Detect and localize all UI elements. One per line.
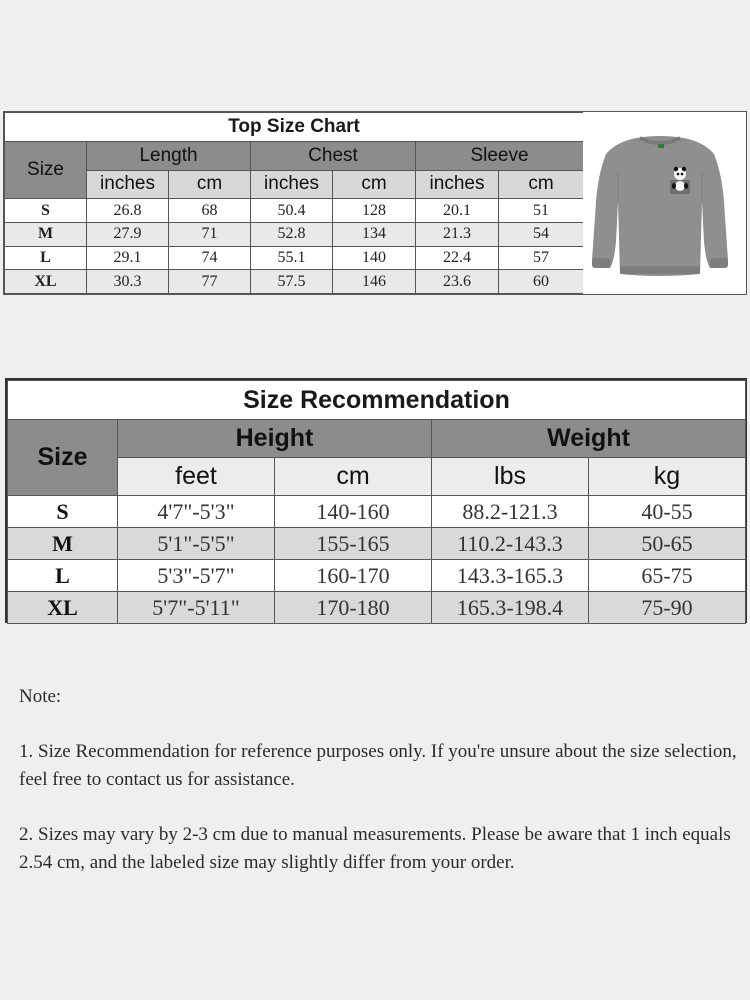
table-cell: 60 — [499, 270, 584, 294]
group-header-length: Length — [87, 141, 251, 170]
size-label: L — [8, 560, 118, 592]
size-label: L — [5, 246, 87, 270]
table-row — [5, 270, 584, 294]
table-cell: 74 — [169, 246, 251, 270]
table-cell: 110.2-143.3 — [432, 528, 589, 560]
unit-header: cm — [275, 458, 432, 496]
table-cell: 134 — [333, 222, 416, 246]
table-cell: 22.4 — [416, 246, 499, 270]
table-cell: 29.1 — [87, 246, 169, 270]
unit-header: inches — [87, 170, 169, 199]
unit-header: inches — [416, 170, 499, 199]
note-item: 1. Size Recommendation for reference purposes only. If you're unsure about the size selection, feel free to contact us for assistance. — [19, 741, 737, 790]
table-cell: 23.6 — [416, 270, 499, 294]
table-row — [8, 560, 746, 592]
size-header: Size — [8, 420, 118, 496]
table-cell: 40-55 — [589, 496, 746, 528]
unit-header: feet — [118, 458, 275, 496]
table-cell: 21.3 — [416, 222, 499, 246]
unit-header: cm — [169, 170, 251, 199]
table-cell: 146 — [333, 270, 416, 294]
table-row — [8, 528, 746, 560]
table-row — [5, 222, 584, 246]
table-cell: 140-160 — [275, 496, 432, 528]
table-row — [8, 496, 746, 528]
table-cell: 68 — [169, 199, 251, 223]
note-label: Note: — [19, 686, 62, 707]
table-cell: 155-165 — [275, 528, 432, 560]
table-cell: 50.4 — [251, 199, 333, 223]
table-cell: 75-90 — [589, 592, 746, 624]
table-row — [5, 199, 584, 223]
table-cell: 160-170 — [275, 560, 432, 592]
top-size-chart — [3, 111, 747, 295]
table-cell: 26.8 — [87, 199, 169, 223]
table-cell: 140 — [333, 246, 416, 270]
table-cell: 71 — [169, 222, 251, 246]
table-cell: 5'7"-5'11" — [118, 592, 275, 624]
note-item: 2. Sizes may vary by 2-3 cm due to manual measurements. Please be aware that 1 inch equals 2.54 cm, and the labeled size may slightly differ from your order. — [19, 824, 731, 873]
table-cell: 57.5 — [251, 270, 333, 294]
unit-header: lbs — [432, 458, 589, 496]
group-header-weight: Weight — [432, 420, 746, 458]
notes-section — [19, 683, 739, 877]
group-header-sleeve: Sleeve — [416, 141, 584, 170]
table-row — [8, 592, 746, 624]
table-cell: 27.9 — [87, 222, 169, 246]
table-cell: 57 — [499, 246, 584, 270]
table-cell: 52.8 — [251, 222, 333, 246]
size-label: XL — [5, 270, 87, 294]
size-label: XL — [8, 592, 118, 624]
size-recommendation-table — [7, 380, 746, 624]
table-cell: 170-180 — [275, 592, 432, 624]
top-size-table — [4, 112, 584, 294]
table-cell: 50-65 — [589, 528, 746, 560]
table-cell: 55.1 — [251, 246, 333, 270]
table-cell: 54 — [499, 222, 584, 246]
size-label: S — [8, 496, 118, 528]
table-row — [5, 246, 584, 270]
table-cell: 143.3-165.3 — [432, 560, 589, 592]
group-header-chest: Chest — [251, 141, 416, 170]
unit-header: inches — [251, 170, 333, 199]
chart-title: Top Size Chart — [5, 113, 584, 142]
table-cell: 128 — [333, 199, 416, 223]
unit-header: cm — [333, 170, 416, 199]
table-cell: 5'3"-5'7" — [118, 560, 275, 592]
size-recommendation-chart — [5, 378, 747, 623]
size-label: M — [8, 528, 118, 560]
unit-header: kg — [589, 458, 746, 496]
table-cell: 88.2-121.3 — [432, 496, 589, 528]
table-cell: 65-75 — [589, 560, 746, 592]
size-header: Size — [5, 141, 87, 199]
table-cell: 51 — [499, 199, 584, 223]
group-header-height: Height — [118, 420, 432, 458]
product-image — [583, 112, 746, 294]
size-label: S — [5, 199, 87, 223]
table-cell: 165.3-198.4 — [432, 592, 589, 624]
size-label: M — [5, 222, 87, 246]
table-cell: 5'1"-5'5" — [118, 528, 275, 560]
table-cell: 77 — [169, 270, 251, 294]
unit-header: cm — [499, 170, 584, 199]
table-cell: 20.1 — [416, 199, 499, 223]
table-cell: 30.3 — [87, 270, 169, 294]
sweatshirt-image — [592, 132, 728, 278]
recommendation-title: Size Recommendation — [8, 381, 746, 420]
table-cell: 4'7"-5'3" — [118, 496, 275, 528]
